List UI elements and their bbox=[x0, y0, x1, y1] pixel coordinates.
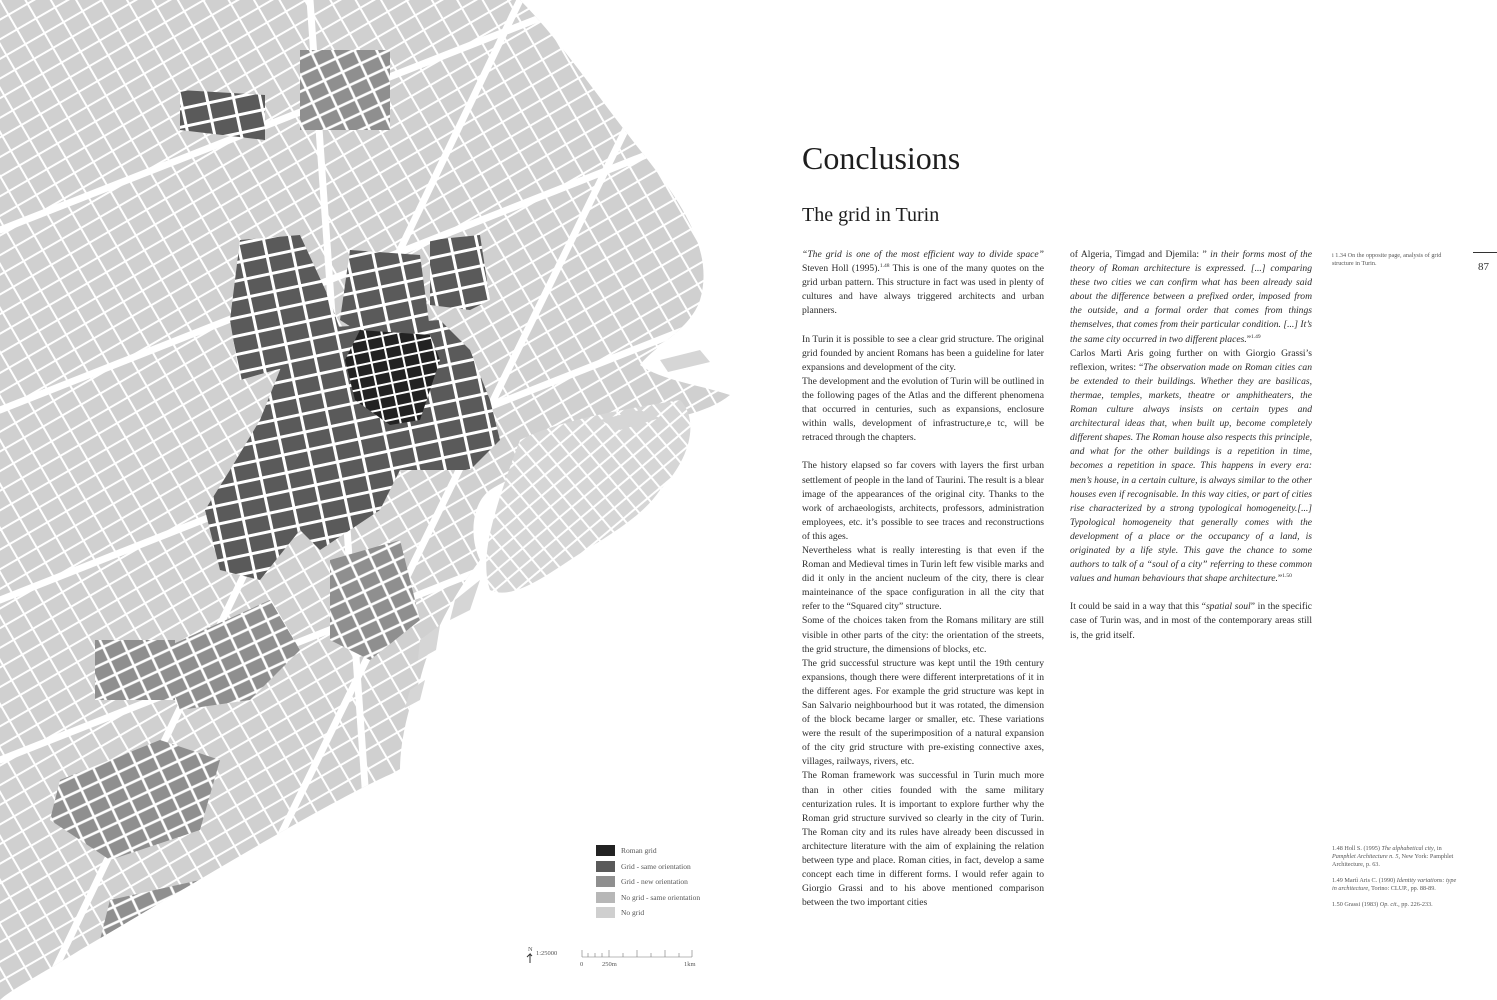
page-number: 87 bbox=[1478, 261, 1489, 273]
paragraph: The development and the evolution of Turin will be outlined in the following pages of the Atlas and the different phenomena that occurred in centuries, such as expansions, enclosure within walls, development of infrastructure,e tc, will be retraced through the chapters. bbox=[802, 375, 1044, 444]
paragraph-text: of Algeria, Timgad and Djemila: ” bbox=[1070, 249, 1207, 260]
legend-item-roman-grid bbox=[596, 843, 700, 859]
paragraph bbox=[1070, 347, 1312, 587]
footnote-text: , pp. 226-233. bbox=[1398, 901, 1433, 908]
legend-swatch bbox=[596, 876, 615, 887]
legend-label: Grid - new orientation bbox=[621, 877, 688, 887]
footnotes bbox=[1332, 845, 1460, 917]
footnote-text: , Torino: CLUP., pp. 88-89. bbox=[1368, 885, 1436, 892]
paragraph: The Roman framework was successful in Turin much more than in other cities founded with the same military centurization rules. It is important to explore further why the Roman grid structure survived so clearly in the city of Turin. The Roman city and its rules have already been discussed in architecture literature with the aim of explaining the relation between type and place. Roman cities, in fact, develop a same concept each time in different forms. I would refer again to Giorgio Grassi and to his above mentioned comparison between the two important cities bbox=[802, 770, 1044, 909]
emphasis: spatial soul bbox=[1205, 601, 1251, 613]
footnote-text: , in bbox=[1433, 845, 1442, 852]
footnote-title: Identity variations: type in architecture bbox=[1332, 877, 1457, 892]
legend-item-grid-new-orientation bbox=[596, 874, 700, 890]
scale-label-end: 1km bbox=[684, 961, 696, 968]
text-column-right bbox=[1070, 248, 1312, 643]
legend-swatch bbox=[596, 892, 615, 903]
quote: in their forms most of the theory of Roman architecture is expressed. [...] comparing these two cities we can confirm what has been already said about the difference between a prefixed order, imposed from the outside, and a formal order that comes from things themselves, that comes from their particular condition. [...] It’s the same city occurred in two different places. bbox=[1070, 249, 1312, 345]
north-arrow-icon bbox=[527, 954, 532, 963]
legend-swatch bbox=[596, 861, 615, 872]
footnote-text: , New York: Pamphlet Architecture, p. 63. bbox=[1332, 853, 1454, 868]
scale-bar bbox=[524, 945, 704, 971]
footnote-text: 1.49 Martì Aris C. (1990) bbox=[1332, 877, 1397, 884]
map-legend bbox=[596, 843, 700, 921]
scale-label-mid: 250m bbox=[602, 961, 617, 968]
legend-item-no-grid-same-orientation bbox=[596, 890, 700, 906]
paragraph: The history elapsed so far covers with layers the first urban settlement of people in the land of Taurini. The result is a blear image of the appearances of the original city. Thanks to the work of archaeologists, architects, professors, administration employees, etc. it’s possible to see traces and reconstructions of this ages. bbox=[802, 460, 1044, 542]
footnote-ref: 1.50 bbox=[1282, 572, 1292, 579]
legend-swatch bbox=[596, 907, 615, 918]
paragraph-text: ” in the specific case of Turin was, and in most of the contemporary areas still is, the grid itself. bbox=[1070, 601, 1313, 641]
paragraph-text: This is one of the many quotes on the grid urban pattern. This structure in fact was used in plenty of cultures and have always triggered architects and urban planners. bbox=[802, 263, 1044, 317]
footnote-text: 1.50 Grassi (1983) bbox=[1332, 901, 1380, 908]
quote-mark: ” bbox=[1246, 333, 1251, 345]
legend-label: Grid - same orientation bbox=[621, 861, 691, 871]
paragraph: Nevertheless what is really interesting is that even if the Roman and Medieval times in Turin left few visible marks and did it only in the ancient nucleum of the city, there is clear mainteinance of the space configuration in all the city that refer to the “Squared city” structure. bbox=[802, 544, 1044, 613]
paragraph bbox=[1070, 600, 1312, 642]
legend-label: No grid - same orientation bbox=[621, 892, 701, 902]
quote: “The grid is one of the most efficient way to divide space” bbox=[802, 249, 1044, 260]
footnote bbox=[1332, 845, 1460, 869]
footnote-title: The alphabetical city bbox=[1381, 845, 1434, 852]
legend-item-no-grid bbox=[596, 905, 700, 921]
page-title: Conclusions bbox=[802, 140, 961, 176]
quote: The observation made on Roman cities can be extended to their buildings. Whether they are basilicas, thermae, temples, markets, theatre or amphitheaters, the Roman culture always insists on certain types and architectural ideas that, when built up, become completely different shapes. The Roman house also respects this principle, and what for the other buildings is a repetition in time, becomes a repetition in space. This happens in every era: men’s house, in a certain culture, is always similar to the other houses even if recognisable. In this way cities, or part of cities rise characterized by a strong typological homogeneity.[...] Typological homogeneity that generally comes with the development of a place or the occupancy of a land, is originated by a life style. This gave the chance to some authors to talk of a “soul of a city” referring to these common values and human behaviours that shape architecture. bbox=[1070, 361, 1312, 585]
footnote-ref: 1.49 bbox=[1251, 333, 1261, 340]
paragraph: Some of the choices taken from the Romans military are still visible in other parts of the city: the orientation of the streets, the grid structure, the dimensions of blocks, etc. bbox=[802, 615, 1044, 655]
footnote-title: Op. cit. bbox=[1379, 901, 1399, 908]
footnote-text: 1.48 Holl S. (1995) bbox=[1332, 845, 1382, 852]
section-title: The grid in Turin bbox=[802, 204, 940, 226]
legend-label: No grid bbox=[621, 908, 645, 918]
scale-label-zero: 0 bbox=[580, 961, 584, 968]
figure-caption: i 1.34 On the opposite page, analysis of grid structure in Turin. bbox=[1332, 252, 1442, 267]
quote-mark: ” bbox=[1277, 573, 1283, 585]
paragraph bbox=[1070, 248, 1312, 347]
paragraph-text: It could be said in a way that this “ bbox=[1070, 601, 1206, 613]
legend-label: Roman grid bbox=[621, 846, 657, 856]
footnote bbox=[1332, 901, 1460, 909]
paragraph: In Turin it is possible to see a clear grid structure. The original grid founded by ancient Romans has been a guideline for later expansions and development of the city. bbox=[802, 333, 1044, 373]
footnote bbox=[1332, 877, 1460, 893]
paragraph-text: Carlos Martì Aris going further on with Giorgio Grassi’s reflexion, writes: “ bbox=[1070, 347, 1312, 373]
paragraph: The grid successful structure was kept until the 19th century expansions, though there were different interpretations of it in the different ages. For example the grid structure was kept in San Salvario neighbourhood but it was rotated, the dimension of the block became larger or smaller, etc. These variations were the result of the superimposition of a natural expansion of the city grid structure with pre-existing connective axes, villages, railways, rivers, etc. bbox=[802, 657, 1044, 768]
footnote-ref: 1.48 bbox=[879, 262, 890, 269]
legend-item-grid-same-orientation bbox=[596, 859, 700, 875]
north-label: N bbox=[528, 946, 533, 953]
paragraph bbox=[802, 248, 1044, 318]
scale-ratio: 1:25000 bbox=[536, 950, 558, 957]
page-number-rule bbox=[1473, 252, 1497, 253]
text-column-left bbox=[802, 248, 1044, 910]
legend-swatch bbox=[596, 845, 615, 856]
footnote-title: Pamphlet Architecture n. 5 bbox=[1332, 853, 1399, 860]
author-text: Steven Holl (1995). bbox=[802, 263, 880, 275]
